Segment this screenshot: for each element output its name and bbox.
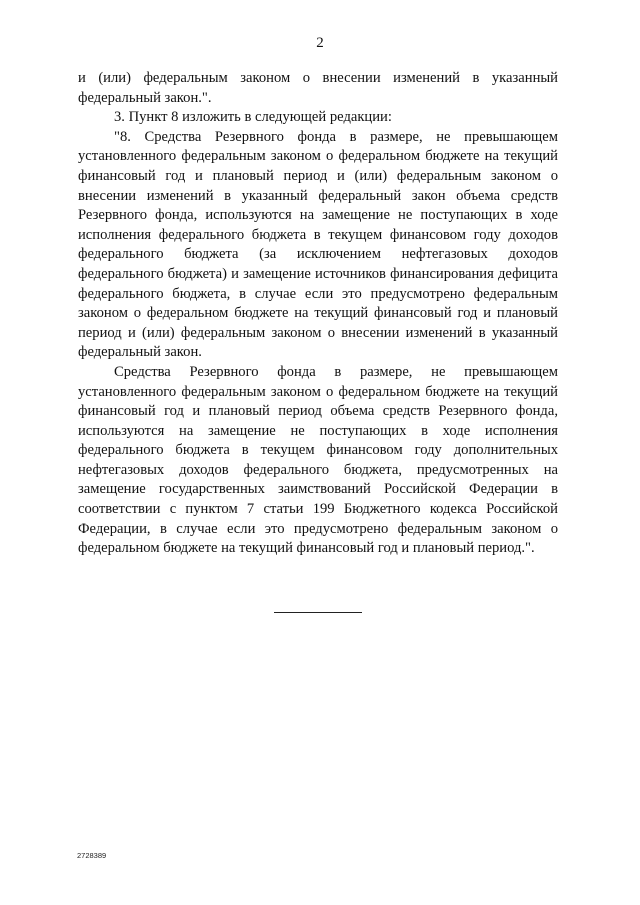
paragraph-clause-8: "8. Средства Резервного фонда в размере, не превышающем установленного федеральным законом о федеральном бюджете на текущий финансовый год и плановый период и (или) федеральным законом о внесении изменений в указанный федеральный закон объема средств Резервного фонда, используются на замещение не поступающих в ходе исполнения федерального бюджета в текущем финансовом году доходов федерального бюджета (за исключением нефтегазовых доходов федерального бюджета) и замещение источников финансирования дефицита федерального бюджета, в случае если это предусмотрено федеральным законом о федеральном бюджете на текущий финансовый год и плановый период и (или) федеральным законом о внесении изменений в указанный федеральный закон.	[78, 128, 558, 361]
paragraph-reserve-fund: Средства Резервного фонда в размере, не превышающем установленного федеральным законом о федеральном бюджете на текущий финансовый год и плановый период объема средств Резервного фонда, используются на замещение не поступающих в ходе исполнения федерального бюджета в текущем финансовом году дополнительных нефтегазовых доходов федерального бюджета, предусмотренных на замещение государственных заимствований Российской Федерации в соответствии с пунктом 7 статьи 199 Бюджетного кодекса Российской Федерации, в случае если это предусмотрено федеральным законом о федеральном бюджете на текущий финансовый год и плановый период.".	[78, 363, 558, 557]
separator-line	[274, 612, 362, 613]
paragraph-item-3: 3. Пункт 8 изложить в следующей редакции:	[114, 109, 392, 126]
document-body	[78, 69, 558, 559]
document-code: 2728389	[77, 851, 107, 860]
paragraph-continuation: и (или) федеральным законом о внесении изменений в указанный федеральный закон.".	[78, 70, 558, 106]
page-number: 2	[316, 35, 324, 51]
